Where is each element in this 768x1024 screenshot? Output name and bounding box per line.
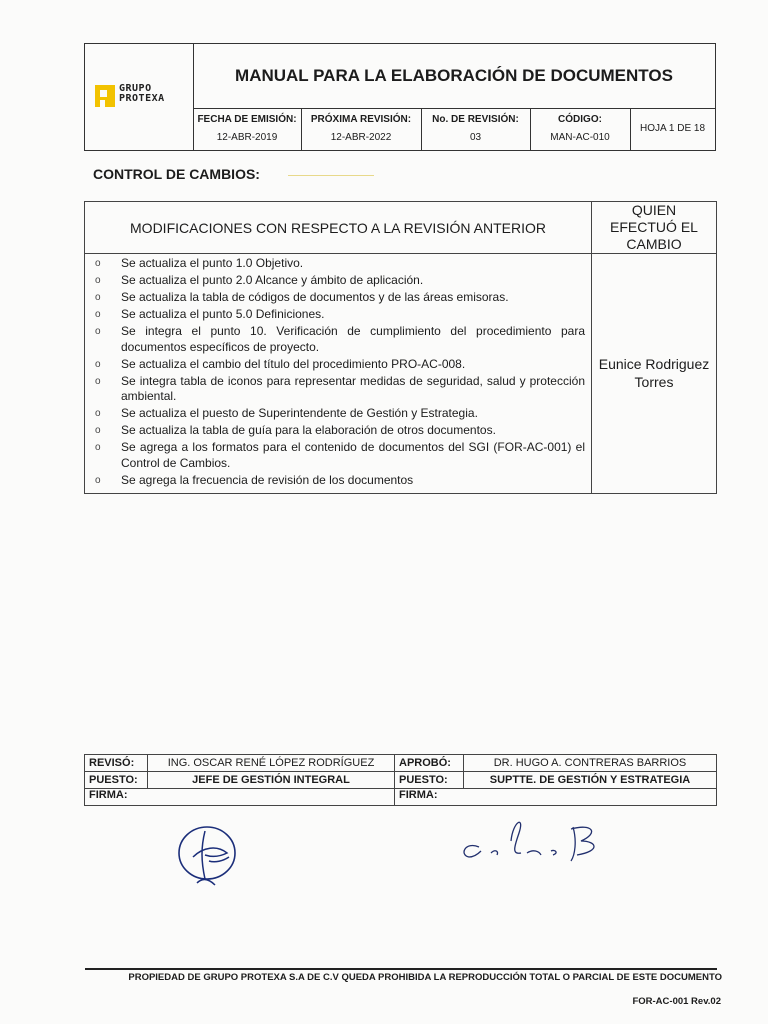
change-item: [91, 473, 585, 489]
field-label: PRÓXIMA REVISIÓN:: [310, 114, 412, 125]
field-value: 03: [469, 132, 482, 143]
puesto-right: SUPTTE. DE GESTIÓN Y ESTRATEGIA: [464, 772, 717, 789]
page-number: HOJA 1 DE 18: [639, 123, 706, 134]
document-title: MANUAL PARA LA ELABORACIÓN DE DOCUMENTOS: [193, 44, 715, 109]
field-value: MAN-AC-010: [550, 132, 610, 143]
protexa-logo-icon: [95, 85, 115, 107]
author-name: Eunice Rodriguez Torres: [598, 356, 710, 391]
change-item-text: Se actualiza el puesto de Superintendente de Gestión y Estrategia.: [121, 406, 478, 420]
firma-right-cell: [395, 789, 717, 806]
field-label: FECHA DE EMISIÓN:: [197, 114, 297, 125]
change-item: [91, 423, 585, 439]
bullet-icon: o: [95, 474, 101, 486]
bullet-icon: o: [95, 375, 101, 387]
puesto-left: JEFE DE GESTIÓN INTEGRAL: [148, 772, 395, 789]
change-item: [91, 374, 585, 405]
change-item-text: Se integra tabla de iconos para representar medidas de seguridad, salud y protección ambiental.: [121, 373, 585, 403]
signatures-table: [84, 754, 717, 806]
change-item: [91, 406, 585, 422]
change-item: [91, 290, 585, 306]
bullet-icon: o: [95, 326, 101, 337]
logo-text: [119, 84, 165, 104]
puesto-label-left: PUESTO:: [85, 772, 148, 789]
change-item-text: Se integra el punto 10. Verificación de cumplimiento del procedimiento para documentos específicos de proyecto.: [121, 324, 585, 354]
change-item-text: Se actualiza la tabla de códigos de documentos y de las áreas emisoras.: [121, 290, 509, 304]
aprobo-name: DR. HUGO A. CONTRERAS BARRIOS: [464, 755, 717, 772]
firma-left-cell: [85, 789, 395, 806]
company-logo: [85, 44, 194, 150]
puesto-label-right: PUESTO:: [395, 772, 464, 789]
changes-list: [85, 254, 591, 493]
bullet-icon: o: [95, 309, 101, 320]
change-item: [91, 256, 585, 272]
bullet-icon: o: [95, 275, 101, 286]
change-item: [91, 440, 585, 471]
signature-right-icon: [455, 811, 615, 871]
change-item-text: Se agrega a los formatos para el contenido de documentos del SGI (FOR-AC-001) el Control de Cambios.: [121, 440, 585, 470]
reviso-label: REVISÓ:: [85, 755, 148, 772]
document-header: [84, 43, 716, 151]
change-item-text: Se agrega la frecuencia de revisión de los documentos: [121, 472, 414, 487]
footer-notice: PROPIEDAD DE GRUPO PROTEXA S.A DE C.V QUEDA PROHIBIDA LA REPRODUCCIÓN TOTAL O PARCIAL DE ESTE DOCUMENTO: [128, 972, 722, 983]
firma-label-left: FIRMA:: [89, 789, 128, 801]
bullet-icon: o: [95, 408, 101, 419]
footer-rule: [85, 968, 717, 970]
change-item-text: Se actualiza el punto 5.0 Definiciones.: [121, 307, 325, 321]
changes-list-cell: [85, 254, 592, 494]
field-label: CÓDIGO:: [558, 114, 602, 125]
proxima-revision-cell: [301, 108, 422, 150]
control-cambios-title: CONTROL DE CAMBIOS:: [93, 166, 260, 182]
author-header-text: QUIEN EFECTUÓ EL CAMBIO: [610, 202, 698, 252]
field-value: 12-ABR-2022: [330, 132, 392, 143]
no-revision-cell: [421, 108, 531, 150]
bullet-icon: o: [95, 425, 101, 436]
form-code: FOR-AC-001 Rev.02: [632, 996, 721, 1007]
bullet-icon: o: [95, 358, 101, 370]
title-underline: [288, 175, 374, 176]
change-item: [91, 357, 585, 373]
aprobo-label: APROBÓ:: [395, 755, 464, 772]
bullet-icon: o: [95, 292, 101, 303]
change-item-text: Se actualiza la tabla de guía para la elaboración de otros documentos.: [121, 423, 496, 437]
firma-label-right: FIRMA:: [399, 789, 438, 801]
fecha-emision-cell: [193, 108, 302, 150]
bullet-icon: o: [95, 258, 101, 269]
codigo-cell: [530, 108, 631, 150]
bullet-icon: o: [95, 442, 101, 453]
field-value: 12-ABR-2019: [216, 132, 278, 143]
reviso-name: ING. OSCAR RENÉ LÓPEZ RODRÍGUEZ: [148, 755, 395, 772]
field-label: No. DE REVISIÓN:: [432, 114, 519, 125]
logo-text-line2: PROTEXA: [119, 93, 165, 104]
change-item: [91, 307, 585, 323]
author-cell: [592, 254, 717, 494]
change-item-text: Se actualiza el punto 2.0 Alcance y ámbito de aplicación.: [121, 273, 424, 287]
signature-left-icon: [175, 817, 265, 897]
change-item-text: Se actualiza el punto 1.0 Objetivo.: [121, 256, 304, 270]
logo-text-line1: GRUPO: [119, 83, 152, 94]
change-item: [91, 324, 585, 355]
modifications-header: MODIFICACIONES CON RESPECTO A LA REVISIÓN ANTERIOR: [85, 202, 592, 254]
author-header: [592, 202, 717, 254]
change-item-text: Se actualiza el cambio del título del procedimiento PRO-AC-008.: [121, 356, 466, 371]
change-item: [91, 273, 585, 289]
changes-table: [84, 201, 717, 494]
